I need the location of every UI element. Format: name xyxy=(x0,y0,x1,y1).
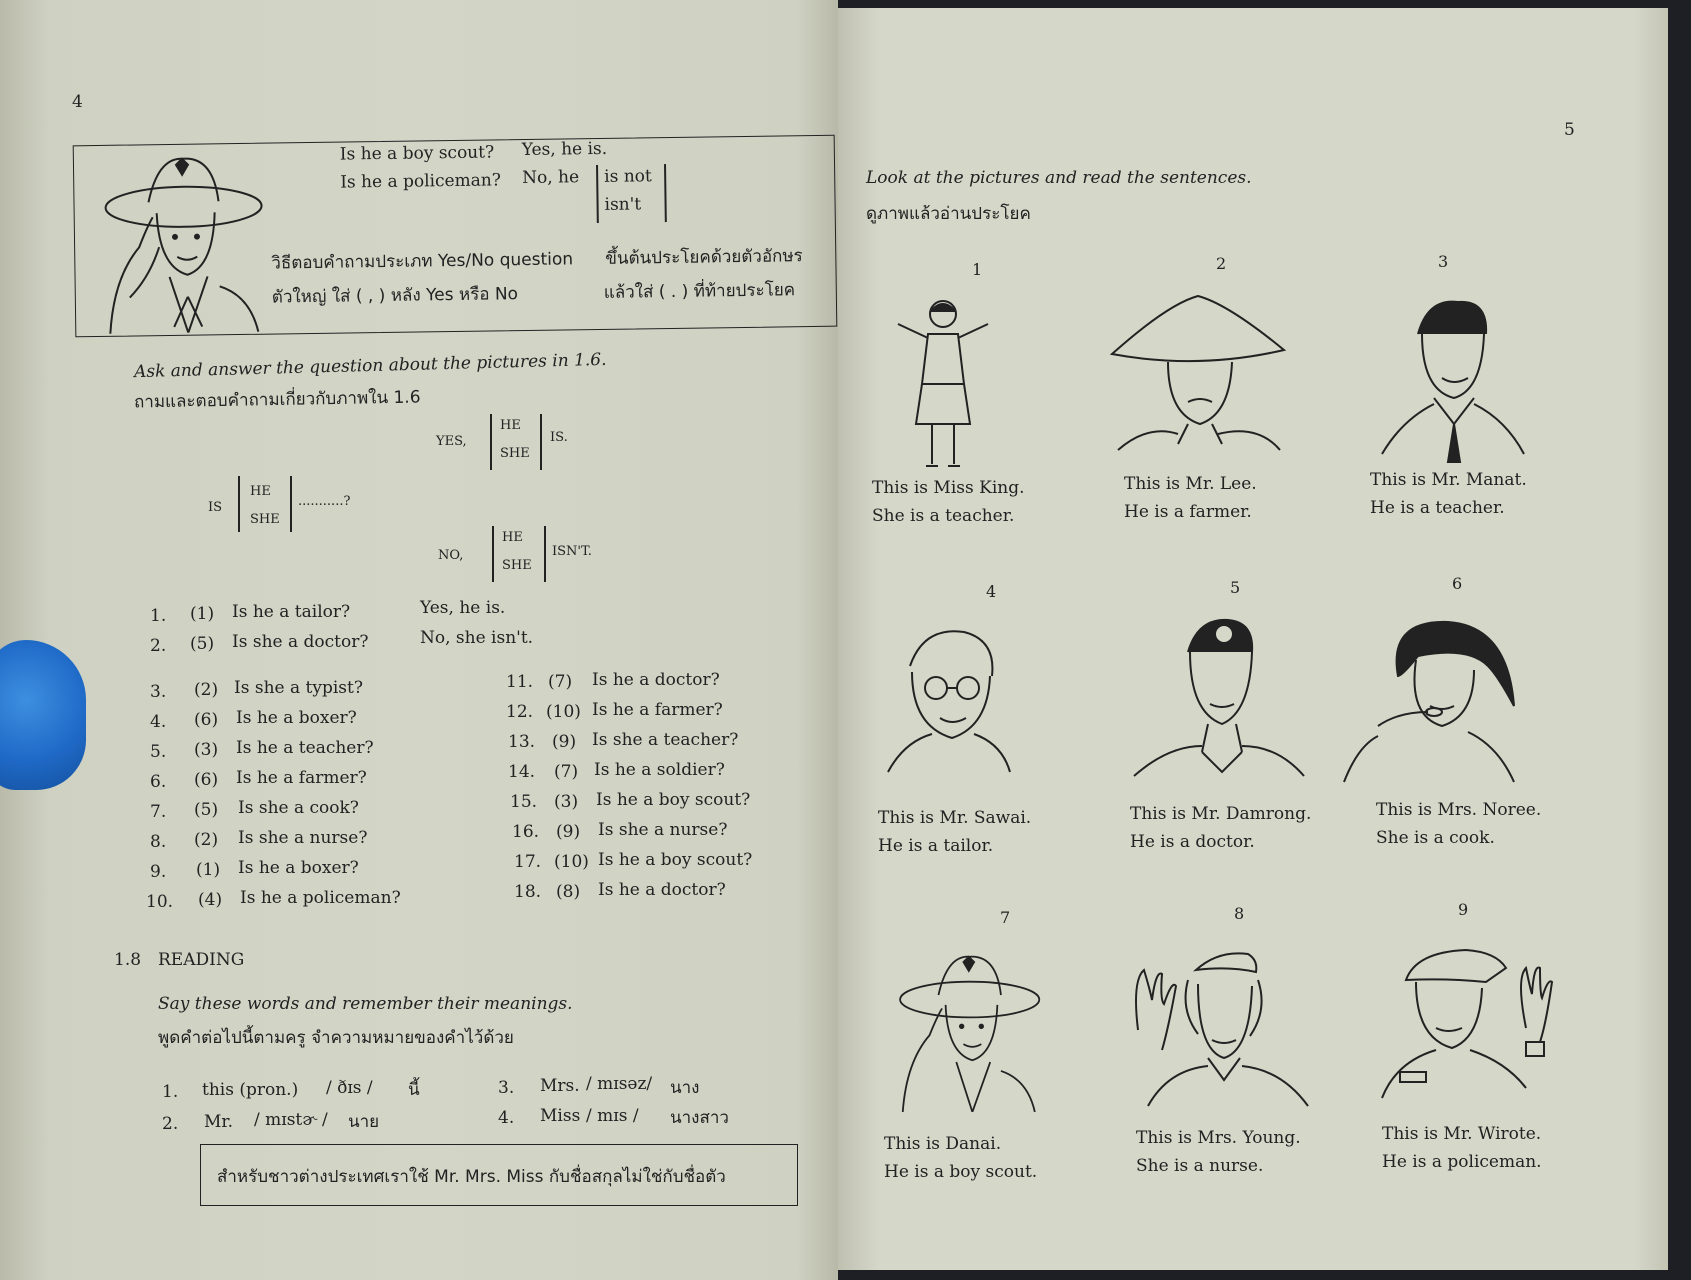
instruction-en: Ask and answer the question about the pictures in 1.6. xyxy=(133,349,607,383)
exercise-question: Is he a boxer? xyxy=(238,858,359,878)
exercise-number: 4. xyxy=(150,712,167,732)
exercise-number: 7. xyxy=(150,802,167,822)
vocab-ipa: / mɪstɚ / xyxy=(254,1110,328,1130)
man-tie-icon xyxy=(1378,294,1528,464)
picture-number: 4 xyxy=(986,582,997,601)
exercise-picture: (7) xyxy=(554,762,579,782)
exercise-picture: (4) xyxy=(198,890,223,910)
vocab-number: 3. xyxy=(498,1078,515,1098)
vocab-thai: นาง xyxy=(670,1078,700,1098)
exercise-number: 17. xyxy=(514,852,542,872)
exercise-picture: (8) xyxy=(556,882,581,902)
pattern-blank: ...........? xyxy=(298,494,351,509)
caption-line1: This is Miss King. xyxy=(872,478,1025,498)
instruction-th: ถามและตอบคำถามเกี่ยวกับภาพใน 1.6 xyxy=(133,387,421,413)
exercise-question: Is she a nurse? xyxy=(238,828,368,848)
vocab-number: 4. xyxy=(498,1108,515,1128)
grammar-box xyxy=(73,135,838,338)
reading-instruction-th: พูดคำต่อไปนี้ตามครู จำความหมายของคำไว้ด้วย xyxy=(158,1028,514,1048)
vocab-thai: นี้ xyxy=(408,1080,420,1100)
exercise-number: 10. xyxy=(146,892,174,912)
vocab-word: Miss xyxy=(540,1106,581,1126)
page-number: 5 xyxy=(1564,120,1575,140)
pattern-yes-she: SHE xyxy=(500,446,530,461)
doctor-mirror-icon xyxy=(1128,612,1308,782)
exercise-question: Is he a farmer? xyxy=(592,700,723,720)
pattern-no-she: SHE xyxy=(502,558,532,573)
pattern-yes: YES, xyxy=(436,434,467,449)
exercise-picture: (10) xyxy=(554,852,589,872)
exercise-number: 11. xyxy=(506,672,534,692)
vocab-number: 2. xyxy=(162,1114,179,1134)
exercise-question: Is he a boy scout? xyxy=(598,850,753,870)
blue-cloth-object xyxy=(0,640,86,790)
caption-line1: This is Mr. Lee. xyxy=(1124,474,1257,494)
woman-spoon-icon xyxy=(1338,616,1518,786)
note-box xyxy=(200,1144,798,1206)
right-page xyxy=(838,8,1668,1270)
vocab-ipa: / mɪsəz/ xyxy=(586,1074,653,1094)
caption-line2: She is a teacher. xyxy=(872,506,1015,526)
caption-line1: This is Mr. Sawai. xyxy=(878,808,1032,828)
exercise-question: Is he a policeman? xyxy=(240,888,401,908)
grammar-question-1: Is he a boy scout? xyxy=(339,142,495,165)
exercise-question: Is he a farmer? xyxy=(236,768,367,788)
vocab-number: 1. xyxy=(162,1082,179,1102)
caption-line1: This is Mr. Damrong. xyxy=(1130,804,1312,824)
exercise-question: Is he a teacher? xyxy=(236,738,374,758)
farmer-hat-icon xyxy=(1108,284,1288,454)
vocab-word: this (pron.) xyxy=(202,1080,299,1100)
vocab-word: Mr. xyxy=(204,1112,234,1132)
exercise-number: 2. xyxy=(150,636,167,656)
caption-line1: This is Danai. xyxy=(884,1134,1002,1154)
pattern-no: NO, xyxy=(438,548,464,563)
exercise-number: 6. xyxy=(150,772,167,792)
exercise-picture: (3) xyxy=(554,792,579,812)
exercise-picture: (7) xyxy=(548,672,573,692)
grammar-answer-1: Yes, he is. xyxy=(521,138,608,161)
pattern-is-end: IS. xyxy=(550,430,568,445)
caption-line2: He is a teacher. xyxy=(1370,498,1505,518)
exercise-number: 9. xyxy=(150,862,167,882)
exercise-picture: (1) xyxy=(190,604,215,624)
left-page xyxy=(0,0,838,1280)
thai-rule-2a: ตัวใหญ่ ใส่ ( , ) หลัง Yes หรือ No xyxy=(271,284,519,308)
caption-line2: He is a boy scout. xyxy=(884,1162,1038,1182)
exercise-question: Is she a doctor? xyxy=(232,632,369,652)
exercise-question: Is she a cook? xyxy=(238,798,359,818)
exercise-question: Is he a soldier? xyxy=(594,760,725,780)
note-text: สำหรับชาวต่างประเทศเราใช้ Mr. Mrs. Miss กับชื่อสกุลไม่ใช่กับชื่อตัว xyxy=(217,1167,726,1187)
bracket-right xyxy=(664,164,666,222)
exercise-number: 18. xyxy=(514,882,542,902)
vocab-thai: นางสาว xyxy=(670,1108,729,1128)
pattern-she: SHE xyxy=(250,512,280,527)
instruction-th: ดูภาพแล้วอ่านประโยค xyxy=(866,204,1031,224)
caption-line2: He is a doctor. xyxy=(1130,832,1255,852)
picture-number: 5 xyxy=(1230,578,1241,597)
exercise-picture: (5) xyxy=(194,800,219,820)
pattern-isnt: ISN'T. xyxy=(552,544,592,559)
man-glasses-icon xyxy=(884,626,1014,776)
exercise-picture: (2) xyxy=(194,830,219,850)
grammar-answer-2: No, he xyxy=(522,167,580,189)
page-number: 4 xyxy=(72,92,83,112)
answer-option-isnt: isn't xyxy=(604,194,642,215)
woman-teacher-icon xyxy=(888,294,998,474)
thai-rule-1a: วิธีตอบคำถามประเภท Yes/No question xyxy=(271,249,574,274)
reading-section-number: 1.8 xyxy=(114,950,142,970)
exercise-picture: (5) xyxy=(190,634,215,654)
exercise-question: Is he a boxer? xyxy=(236,708,357,728)
thai-rule-2b: แล้วใส่ ( . ) ที่ท้ายประโยค xyxy=(603,280,796,303)
exercise-answer: Yes, he is. xyxy=(420,598,506,618)
picture-number: 6 xyxy=(1452,574,1463,593)
exercise-number: 1. xyxy=(150,606,167,626)
picture-number: 2 xyxy=(1216,254,1227,273)
pattern-no-he: HE xyxy=(502,530,523,545)
picture-number: 1 xyxy=(972,260,983,279)
exercise-picture: (2) xyxy=(194,680,219,700)
exercise-picture: (3) xyxy=(194,740,219,760)
exercise-picture: (9) xyxy=(552,732,577,752)
exercise-picture: (6) xyxy=(194,710,219,730)
thai-rule-1b: ขึ้นต้นประโยคด้วยตัวอักษร xyxy=(605,246,803,269)
exercise-number: 8. xyxy=(150,832,167,852)
reading-instruction-en: Say these words and remember their meanings. xyxy=(158,994,573,1014)
caption-line2: She is a cook. xyxy=(1376,828,1495,848)
exercise-picture: (1) xyxy=(196,860,221,880)
policeman-cap-icon xyxy=(1376,938,1556,1104)
vocab-thai: นาย xyxy=(348,1112,380,1132)
picture-number: 3 xyxy=(1438,252,1449,271)
vocab-ipa: / ðɪs / xyxy=(326,1078,373,1098)
grammar-question-2: Is he a policeman? xyxy=(340,170,502,193)
exercise-question: Is he a doctor? xyxy=(592,670,720,690)
pattern-is: IS xyxy=(208,500,223,515)
caption-line1: This is Mrs. Young. xyxy=(1136,1128,1301,1148)
pattern-he: HE xyxy=(250,484,271,499)
exercise-number: 5. xyxy=(150,742,167,762)
vocab-word: Mrs. xyxy=(540,1076,580,1096)
caption-line1: This is Mr. Manat. xyxy=(1370,470,1527,490)
bracket-left xyxy=(596,165,598,223)
exercise-picture: (10) xyxy=(546,702,581,722)
nurse-cap-icon xyxy=(1118,940,1318,1110)
exercise-number: 3. xyxy=(150,682,167,702)
picture-number: 8 xyxy=(1234,904,1245,923)
exercise-number: 14. xyxy=(508,762,536,782)
picture-number: 9 xyxy=(1458,900,1469,919)
vocab-ipa: / mɪs / xyxy=(586,1106,639,1126)
exercise-number: 15. xyxy=(510,792,538,812)
scout-salute-icon xyxy=(88,146,266,334)
exercise-number: 13. xyxy=(508,732,536,752)
caption-line1: This is Mrs. Noree. xyxy=(1376,800,1542,820)
picture-number: 7 xyxy=(1000,908,1011,927)
caption-line2: He is a policeman. xyxy=(1382,1152,1542,1172)
exercise-question: Is he a doctor? xyxy=(598,880,726,900)
exercise-picture: (9) xyxy=(556,822,581,842)
exercise-picture: (6) xyxy=(194,770,219,790)
exercise-question: Is he a boy scout? xyxy=(596,790,751,810)
caption-line1: This is Mr. Wirote. xyxy=(1382,1124,1542,1144)
exercise-question: Is she a typist? xyxy=(234,678,363,698)
exercise-answer: No, she isn't. xyxy=(420,628,534,648)
scout-salute-icon xyxy=(878,946,1048,1112)
reading-heading: READING xyxy=(158,950,245,970)
pattern-yes-he: HE xyxy=(500,418,521,433)
exercise-number: 12. xyxy=(506,702,534,722)
caption-line2: He is a farmer. xyxy=(1124,502,1252,522)
exercise-number: 16. xyxy=(512,822,540,842)
caption-line2: She is a nurse. xyxy=(1136,1156,1264,1176)
exercise-question: Is he a tailor? xyxy=(232,602,351,622)
exercise-question: Is she a teacher? xyxy=(592,730,739,750)
instruction-en: Look at the pictures and read the sentences. xyxy=(866,168,1252,188)
answer-option-is-not: is not xyxy=(604,166,652,187)
exercise-question: Is she a nurse? xyxy=(598,820,728,840)
caption-line2: He is a tailor. xyxy=(878,836,994,856)
